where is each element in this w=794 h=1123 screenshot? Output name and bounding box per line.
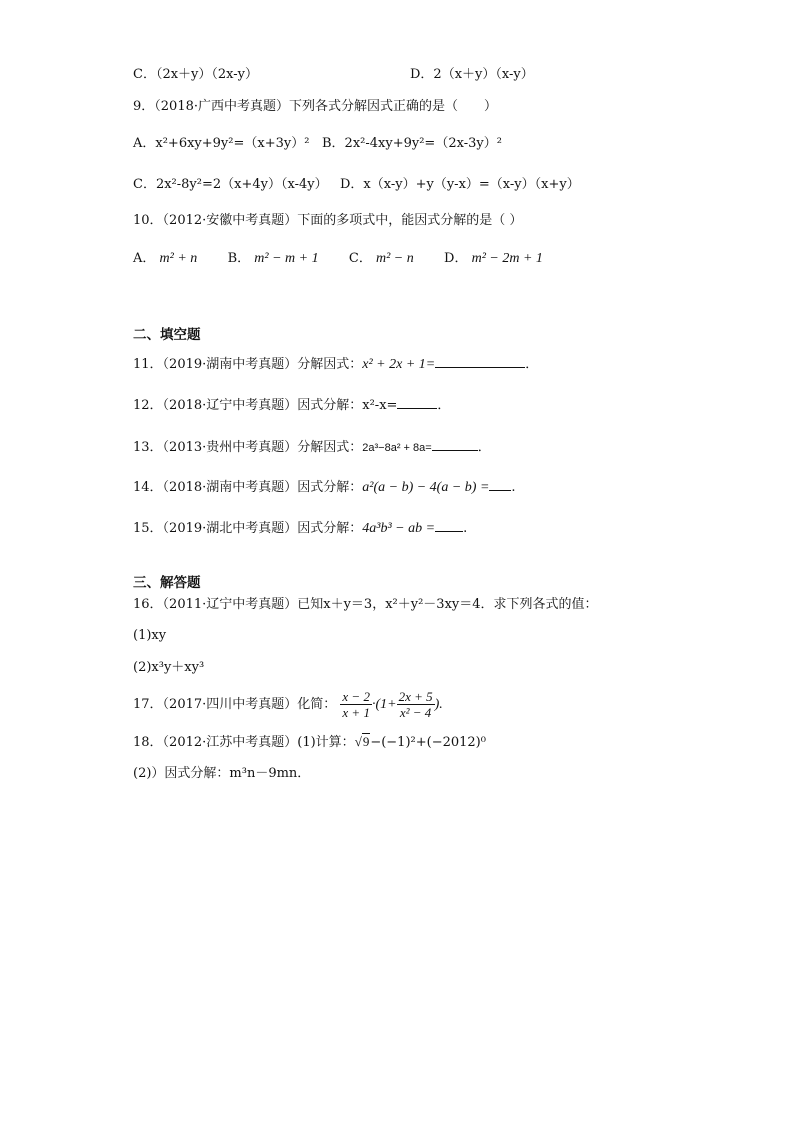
q10-option-d-expr: m² − 2m + 1 xyxy=(471,251,543,266)
q9-option-d: D．x（x-y）+y（y-x）=（x-y）（x+y） xyxy=(340,177,580,192)
q11 xyxy=(133,355,538,374)
q13-answer-blank[interactable] xyxy=(432,438,478,451)
q18-expr: −(−1)²+(−2012)⁰ xyxy=(370,735,486,750)
q17-prefix: 17．（2017·四川中考真题）化简： xyxy=(133,697,337,712)
q14-suffix: . xyxy=(511,480,516,495)
q17-fraction-1 xyxy=(340,689,372,720)
q8-option-c: C．（2x＋y）（2x-y） xyxy=(133,67,259,82)
q9-stem: 9．（2018·广西中考真题）下列各式分解因式正确的是（ ） xyxy=(133,99,497,114)
q15-suffix: . xyxy=(463,521,468,536)
q18-prefix: 18．（2012·江苏中考真题）(1)计算： xyxy=(133,735,355,750)
q10-option-c-expr: m² − n xyxy=(375,251,414,266)
q15 xyxy=(133,519,467,538)
q13 xyxy=(133,438,491,457)
q10-stem: 10．（2012·安徽中考真题）下面的多项式中，能因式分解的是（ ） xyxy=(133,213,523,228)
q9-option-a: A．x²+6xy+9y²=（x+3y）² xyxy=(133,136,310,151)
q16-part1: (1)xy xyxy=(133,628,167,643)
q18 xyxy=(133,733,486,752)
q17-fraction-1-denominator: x + 1 xyxy=(342,705,370,720)
q14-prefix: 14．（2018·湖南中考真题）因式分解： xyxy=(133,480,363,495)
q15-expr: 4a³b³ − ab = xyxy=(362,521,436,536)
q17-mid: ·(1+ xyxy=(371,697,397,712)
q10-option-b-label: B． xyxy=(227,251,251,266)
q10-option-b-expr: m² − m + 1 xyxy=(254,251,319,266)
q11-expr: x² + 2x + 1= xyxy=(362,357,436,372)
q10-option-a-label: A． xyxy=(133,251,156,266)
q10-option-c-label: C． xyxy=(348,251,372,266)
q17-end: ). xyxy=(434,697,443,712)
q13-prefix: 13．（2013·贵州中考真题）分解因式： xyxy=(133,440,363,455)
q11-answer-blank[interactable] xyxy=(435,355,525,368)
q9-option-b: B．2x²-4xy+9y²=（2x-3y）² xyxy=(322,136,502,151)
q13-expr: 2a³−8a² + 8a= xyxy=(362,442,432,454)
q9-option-c: C．2x²-8y²=2（x+4y）（x-4y） xyxy=(133,177,328,192)
q15-answer-blank[interactable] xyxy=(435,519,463,532)
q17-fraction-2-denominator: x² − 4 xyxy=(399,705,432,720)
q17-fraction-2-numerator: 2x + 5 xyxy=(398,689,433,704)
q11-prefix: 11．（2019·湖南中考真题）分解因式： xyxy=(133,357,363,372)
q10-option-a-expr: m² + n xyxy=(159,251,198,266)
q14-expr: a²(a − b) − 4(a − b) = xyxy=(362,480,490,495)
q11-suffix: ． xyxy=(525,357,539,372)
q17-fraction-1-numerator: x − 2 xyxy=(342,689,370,704)
q14-answer-blank[interactable] xyxy=(489,478,511,491)
q17 xyxy=(133,688,443,722)
section-fill-in-title: 二、填空题 xyxy=(133,327,201,343)
q16-stem: 16．（2011·辽宁中考真题）已知x＋y＝3，x²＋y²－3xy＝4．求下列各式的值： xyxy=(133,597,598,612)
q14 xyxy=(133,478,516,497)
q12 xyxy=(133,396,450,415)
q16-part2: (2)x³y＋xy³ xyxy=(133,660,205,675)
section-answer-title: 三、解答题 xyxy=(133,575,201,591)
q8-option-d: D．2（x＋y）（x-y） xyxy=(410,67,534,82)
q18-part2: (2)）因式分解：m³n－9mn． xyxy=(133,766,311,781)
q17-fraction-2 xyxy=(397,689,435,720)
q12-prefix: 12．（2018·辽宁中考真题）因式分解：x²-x= xyxy=(133,398,398,413)
q12-suffix: ． xyxy=(437,398,451,413)
q10-option-d-label: D． xyxy=(444,251,468,266)
q15-prefix: 15．（2019·湖北中考真题）因式分解： xyxy=(133,521,363,536)
q10-options xyxy=(133,250,543,268)
q12-answer-blank[interactable] xyxy=(397,396,437,409)
q18-sqrt: √9 xyxy=(354,734,370,749)
q13-suffix: ． xyxy=(477,440,491,455)
q18-radicand: 9 xyxy=(362,734,370,749)
